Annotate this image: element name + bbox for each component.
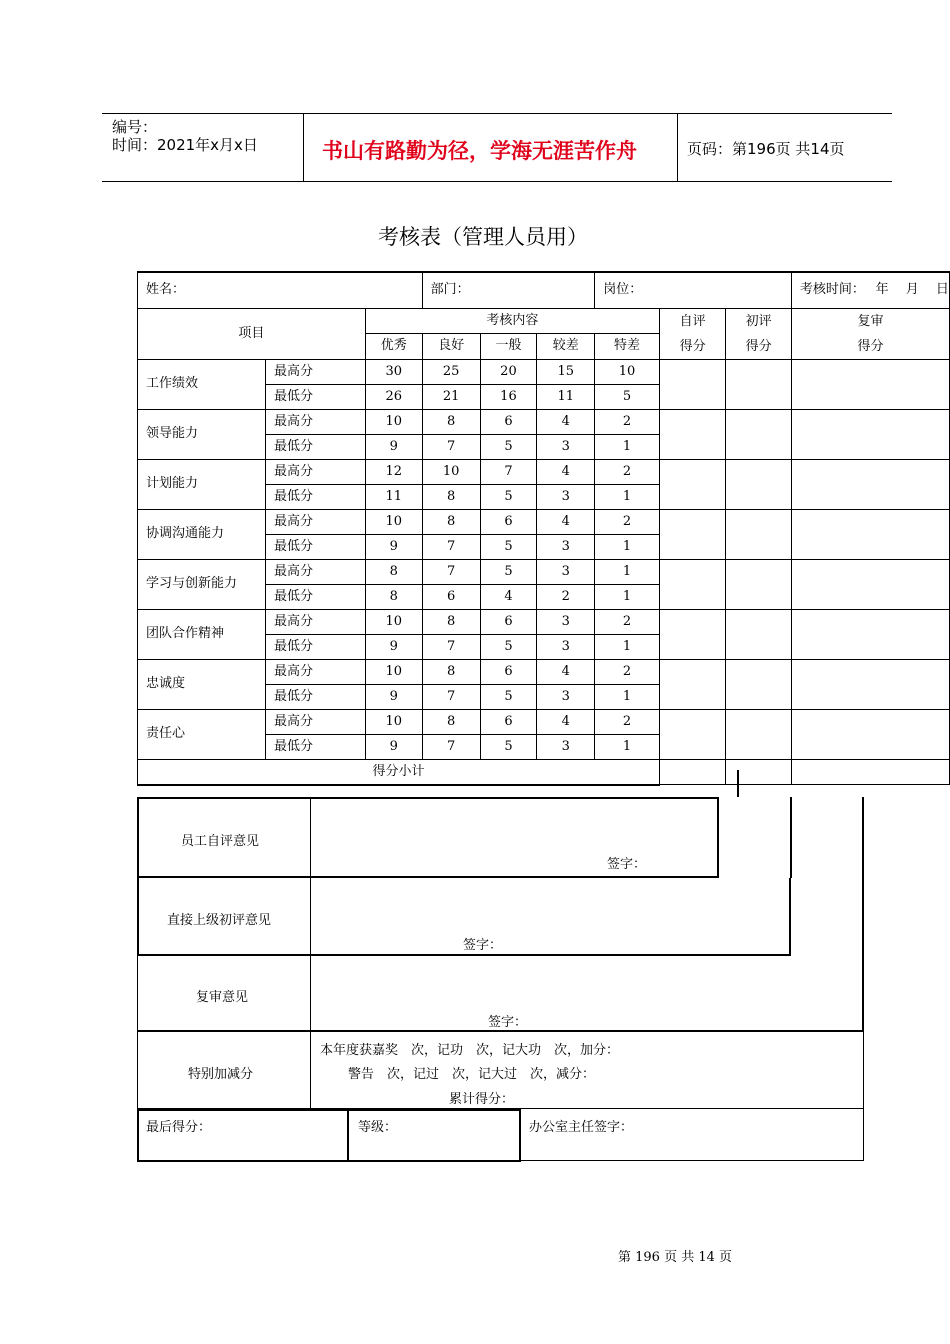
table-row — [138, 559, 950, 584]
doc-time-label: 时间：2021年x月x日 — [112, 136, 258, 154]
special-line-3: 累计得分： — [449, 1092, 515, 1107]
max-score-cell: 12 — [365, 459, 422, 484]
min-score-cell: 1 — [595, 584, 660, 609]
criterion-name: 团队合作精神 — [138, 609, 266, 659]
max-label: 最高分 — [266, 359, 366, 384]
special-line-1: 本年度获嘉奖 次，记功 次，记大功 次，加分： — [320, 1043, 620, 1058]
max-score-cell: 2 — [595, 509, 660, 534]
first-score-cell[interactable] — [726, 659, 792, 709]
content-header: 考核内容 — [365, 308, 659, 334]
self-score-cell[interactable] — [659, 359, 726, 409]
max-score-cell: 8 — [422, 709, 480, 734]
min-score-cell: 1 — [595, 734, 660, 759]
max-label: 最高分 — [266, 409, 366, 434]
min-score-cell: 4 — [480, 584, 537, 609]
self-opinion-label: 员工自评意见 — [181, 834, 260, 849]
review-score-cell[interactable] — [791, 709, 949, 759]
review-score-cell[interactable] — [791, 509, 949, 559]
review-opinion-sign: 签字： — [488, 1015, 528, 1030]
min-score-cell: 3 — [537, 534, 595, 559]
min-score-cell: 16 — [480, 384, 537, 409]
table-row — [138, 459, 950, 484]
self-score-header-line1: 自评 — [679, 313, 706, 329]
min-score-cell: 1 — [595, 634, 660, 659]
min-score-cell: 1 — [595, 434, 660, 459]
first-opinion-divider — [310, 878, 311, 956]
max-score-cell: 25 — [422, 359, 480, 384]
max-score-cell: 2 — [595, 459, 660, 484]
min-score-cell: 7 — [422, 734, 480, 759]
review-opinion-label: 复审意见 — [196, 990, 249, 1005]
max-score-cell: 6 — [480, 659, 537, 684]
table-row — [138, 609, 950, 634]
criterion-name: 工作绩效 — [138, 359, 266, 409]
min-label: 最低分 — [266, 684, 366, 709]
max-score-cell: 10 — [365, 609, 422, 634]
min-score-cell: 5 — [480, 484, 537, 509]
max-score-cell: 10 — [595, 359, 660, 384]
final-score-label: 最后得分： — [146, 1120, 212, 1135]
final-grade-label: 等级： — [358, 1120, 398, 1135]
first-score-header-line1: 初评 — [745, 313, 772, 329]
grade-header: 特差 — [595, 334, 660, 360]
column-header-row — [138, 308, 950, 334]
min-label: 最低分 — [266, 634, 366, 659]
name-field[interactable]: 姓名： — [138, 272, 423, 308]
review-score-cell[interactable] — [791, 609, 949, 659]
assess-time-field[interactable]: 考核时间： 年 月 日 — [791, 272, 949, 308]
first-score-cell[interactable] — [726, 609, 792, 659]
min-score-cell: 3 — [537, 684, 595, 709]
max-score-cell: 5 — [480, 559, 537, 584]
min-score-cell: 9 — [365, 534, 422, 559]
criterion-name: 计划能力 — [138, 459, 266, 509]
assessment-table — [137, 271, 950, 786]
right-col-line-3 — [862, 797, 864, 956]
max-score-cell: 8 — [422, 609, 480, 634]
max-score-cell: 2 — [595, 409, 660, 434]
review-score-header-line1: 复审 — [857, 313, 884, 329]
max-label: 最高分 — [266, 659, 366, 684]
self-subtotal-cell[interactable] — [659, 759, 726, 785]
max-label: 最高分 — [266, 709, 366, 734]
dept-field[interactable]: 部门： — [422, 272, 595, 308]
max-label: 最高分 — [266, 509, 366, 534]
table-row — [138, 709, 950, 734]
max-score-cell: 7 — [480, 459, 537, 484]
review-score-cell[interactable] — [791, 409, 949, 459]
review-opinion-divider — [310, 956, 311, 1032]
max-score-cell: 4 — [537, 659, 595, 684]
first-opinion-label: 直接上级初评意见 — [167, 913, 272, 928]
self-score-cell[interactable] — [659, 459, 726, 509]
min-score-cell: 5 — [480, 734, 537, 759]
grade-header: 较差 — [537, 334, 595, 360]
min-label: 最低分 — [266, 434, 366, 459]
min-score-cell: 3 — [537, 734, 595, 759]
max-score-cell: 6 — [480, 509, 537, 534]
min-score-cell: 2 — [537, 584, 595, 609]
table-row — [138, 659, 950, 684]
self-opinion-divider — [310, 797, 311, 878]
max-score-cell: 2 — [595, 709, 660, 734]
min-score-cell: 9 — [365, 634, 422, 659]
self-score-header — [659, 308, 726, 359]
min-label: 最低分 — [266, 534, 366, 559]
self-score-cell[interactable] — [659, 709, 726, 759]
special-divider — [310, 1031, 311, 1109]
table-row — [138, 509, 950, 534]
max-score-cell: 4 — [537, 459, 595, 484]
special-label: 特别加减分 — [188, 1067, 254, 1082]
min-score-cell: 9 — [365, 684, 422, 709]
item-header: 项目 — [138, 308, 366, 359]
max-score-cell: 6 — [480, 609, 537, 634]
min-score-cell: 5 — [480, 434, 537, 459]
min-score-cell: 5 — [480, 684, 537, 709]
review-score-cell[interactable] — [791, 559, 949, 609]
first-score-cell[interactable] — [726, 559, 792, 609]
max-label: 最高分 — [266, 459, 366, 484]
min-score-cell: 11 — [365, 484, 422, 509]
min-score-cell: 8 — [422, 484, 480, 509]
header-bottom-rule — [102, 181, 892, 182]
grade-header: 良好 — [422, 334, 480, 360]
first-opinion-sign: 签字： — [463, 938, 503, 953]
min-label: 最低分 — [266, 384, 366, 409]
min-score-cell: 3 — [537, 484, 595, 509]
review-score-cell[interactable] — [791, 459, 949, 509]
max-score-cell: 2 — [595, 659, 660, 684]
max-score-cell: 8 — [365, 559, 422, 584]
first-score-header — [726, 308, 792, 359]
max-score-cell: 10 — [365, 709, 422, 734]
special-line-2: 警告 次，记过 次，记大过 次，减分： — [348, 1067, 596, 1082]
min-score-cell: 3 — [537, 634, 595, 659]
right-col-line-2 — [790, 797, 792, 878]
max-score-cell: 3 — [537, 609, 595, 634]
doc-number-label: 编号： — [112, 118, 158, 136]
min-score-cell: 1 — [595, 534, 660, 559]
min-score-cell: 26 — [365, 384, 422, 409]
min-score-cell: 7 — [422, 684, 480, 709]
min-label: 最低分 — [266, 484, 366, 509]
max-score-cell: 6 — [480, 409, 537, 434]
self-score-cell[interactable] — [659, 409, 726, 459]
first-score-cell[interactable] — [726, 409, 792, 459]
first-score-cell[interactable] — [726, 509, 792, 559]
first-score-cell[interactable] — [726, 459, 792, 509]
header-motto: 书山有路勤为径，学海无涯苦作舟 — [322, 139, 637, 163]
min-score-cell: 9 — [365, 434, 422, 459]
max-score-cell: 2 — [595, 609, 660, 634]
min-score-cell: 5 — [480, 634, 537, 659]
max-label: 最高分 — [266, 559, 366, 584]
grade-header: 一般 — [480, 334, 537, 360]
grade-header: 优秀 — [365, 334, 422, 360]
min-label: 最低分 — [266, 734, 366, 759]
min-label: 最低分 — [266, 584, 366, 609]
header-divider-right — [677, 113, 678, 182]
max-score-cell: 7 — [422, 559, 480, 584]
header-top-rule — [102, 113, 892, 114]
self-score-cell[interactable] — [659, 609, 726, 659]
self-score-cell[interactable] — [659, 559, 726, 609]
max-score-cell: 6 — [480, 709, 537, 734]
max-score-cell: 4 — [537, 509, 595, 534]
max-score-cell: 8 — [422, 659, 480, 684]
min-score-cell: 5 — [480, 534, 537, 559]
criterion-name: 责任心 — [138, 709, 266, 759]
review-subtotal-cell[interactable] — [791, 759, 949, 785]
self-score-header-line2: 得分 — [679, 338, 706, 354]
table-row — [138, 359, 950, 384]
page-footer: 第 196 页 共 14 页 — [618, 1250, 733, 1265]
criterion-name: 协调沟通能力 — [138, 509, 266, 559]
review-score-cell[interactable] — [791, 659, 949, 709]
min-score-cell: 7 — [422, 534, 480, 559]
min-score-cell: 7 — [422, 634, 480, 659]
director-sign-label: 办公室主任签字： — [529, 1120, 634, 1135]
max-score-cell: 4 — [537, 709, 595, 734]
max-score-cell: 8 — [422, 409, 480, 434]
self-opinion-sign: 签字： — [607, 857, 647, 872]
first-score-cell[interactable] — [726, 709, 792, 759]
min-score-cell: 9 — [365, 734, 422, 759]
min-score-cell: 7 — [422, 434, 480, 459]
min-score-cell: 5 — [595, 384, 660, 409]
review-score-cell[interactable] — [791, 359, 949, 409]
criterion-name: 领导能力 — [138, 409, 266, 459]
info-row — [138, 272, 950, 308]
right-col-line-1 — [737, 770, 739, 797]
table-row — [138, 409, 950, 434]
max-score-cell: 10 — [422, 459, 480, 484]
review-score-header — [791, 308, 949, 359]
subtotal-label: 得分小计 — [138, 759, 660, 785]
post-field[interactable]: 岗位： — [595, 272, 792, 308]
first-score-header-line2: 得分 — [745, 338, 772, 354]
min-score-cell: 1 — [595, 684, 660, 709]
min-score-cell: 6 — [422, 584, 480, 609]
max-score-cell: 8 — [422, 509, 480, 534]
min-score-cell: 21 — [422, 384, 480, 409]
self-score-cell[interactable] — [659, 509, 726, 559]
self-score-cell[interactable] — [659, 659, 726, 709]
review-score-header-line2: 得分 — [857, 338, 884, 354]
header-divider-left — [303, 113, 304, 182]
max-score-cell: 10 — [365, 509, 422, 534]
max-score-cell: 30 — [365, 359, 422, 384]
first-subtotal-cell[interactable] — [726, 759, 792, 785]
header-page-info: 页码：第196页 共14页 — [687, 140, 845, 158]
max-score-cell: 1 — [595, 559, 660, 584]
subtotal-row — [138, 759, 950, 785]
min-score-cell: 11 — [537, 384, 595, 409]
max-score-cell: 20 — [480, 359, 537, 384]
first-score-cell[interactable] — [726, 359, 792, 409]
page-title: 考核表（管理人员用） — [378, 225, 588, 249]
max-score-cell: 10 — [365, 659, 422, 684]
criterion-name: 学习与创新能力 — [138, 559, 266, 609]
min-score-cell: 1 — [595, 484, 660, 509]
min-score-cell: 8 — [365, 584, 422, 609]
min-score-cell: 3 — [537, 434, 595, 459]
max-score-cell: 10 — [365, 409, 422, 434]
max-score-cell: 4 — [537, 409, 595, 434]
max-score-cell: 3 — [537, 559, 595, 584]
max-score-cell: 15 — [537, 359, 595, 384]
max-label: 最高分 — [266, 609, 366, 634]
criterion-name: 忠诚度 — [138, 659, 266, 709]
